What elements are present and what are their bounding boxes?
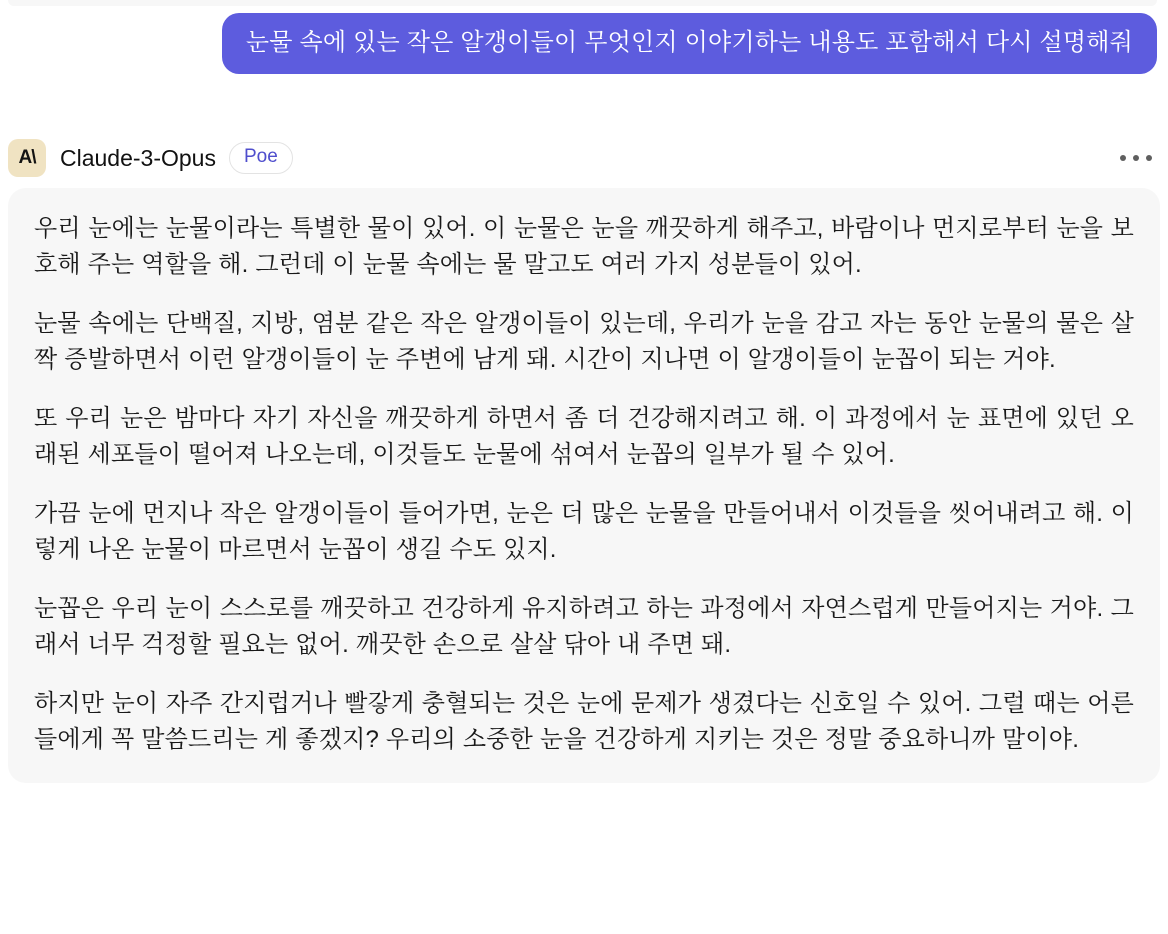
previous-message-bubble-edge <box>8 0 1157 6</box>
bot-name: Claude-3-Opus <box>60 144 216 171</box>
message-options-button[interactable] <box>1118 149 1154 167</box>
ellipsis-icon <box>1146 155 1152 161</box>
user-message-row <box>0 13 1157 74</box>
bot-message-paragraph: 하지만 눈이 자주 간지럽거나 빨갛게 충혈되는 것은 눈에 문제가 생겼다는 신호일 수 있어. 그럴 때는 어른들에게 꼭 말씀드리는 게 좋겠지? 우리의 소중한 눈을 건강하게 지키는 것은 정말 중요하니까 말이야. <box>34 690 1134 753</box>
bot-message-paragraph: 눈꼽은 우리 눈이 스스로를 깨끗하고 건강하게 유지하려고 하는 과정에서 자연스럽게 만들어지는 거야. 그래서 너무 걱정할 필요는 없어. 깨끗한 손으로 살살 닦아 내 주면 돼. <box>34 595 1134 658</box>
user-message-bubble: 눈물 속에 있는 작은 알갱이들이 무엇인지 이야기하는 내용도 포함해서 다시 설명해줘 <box>222 13 1157 74</box>
ellipsis-icon <box>1133 155 1139 161</box>
poe-platform-badge[interactable]: Poe <box>229 142 293 174</box>
bot-message-header <box>8 138 1154 178</box>
anthropic-logo-icon: A\ <box>18 147 36 168</box>
bot-message-paragraph: 가끔 눈에 먼지나 작은 알갱이들이 들어가면, 눈은 더 많은 눈물을 만들어내서 이것들을 씻어내려고 해. 이렇게 나온 눈물이 마르면서 눈꼽이 생길 수도 있지. <box>34 500 1134 563</box>
ellipsis-icon <box>1120 155 1126 161</box>
bot-avatar[interactable] <box>8 139 46 177</box>
bot-message-paragraph: 또 우리 눈은 밤마다 자기 자신을 깨끗하게 하면서 좀 더 건강해지려고 해. 이 과정에서 눈 표면에 있던 오래된 세포들이 떨어져 나오는데, 이것들도 눈물에 섞여서 눈꼽의 일부가 될 수 있어. <box>34 405 1134 468</box>
bot-message-paragraph: 우리 눈에는 눈물이라는 특별한 물이 있어. 이 눈물은 눈을 깨끗하게 해주고, 바람이나 먼지로부터 눈을 보호해 주는 역할을 해. 그런데 이 눈물 속에는 물 말고도 여러 가지 성분들이 있어. <box>34 215 1134 278</box>
bot-message-paragraph: 눈물 속에는 단백질, 지방, 염분 같은 작은 알갱이들이 있는데, 우리가 눈을 감고 자는 동안 눈물의 물은 살짝 증발하면서 이런 알갱이들이 눈 주변에 남게 돼. 시간이 지나면 이 알갱이들이 눈꼽이 되는 거야. <box>34 310 1134 373</box>
bot-message-bubble <box>8 188 1160 783</box>
